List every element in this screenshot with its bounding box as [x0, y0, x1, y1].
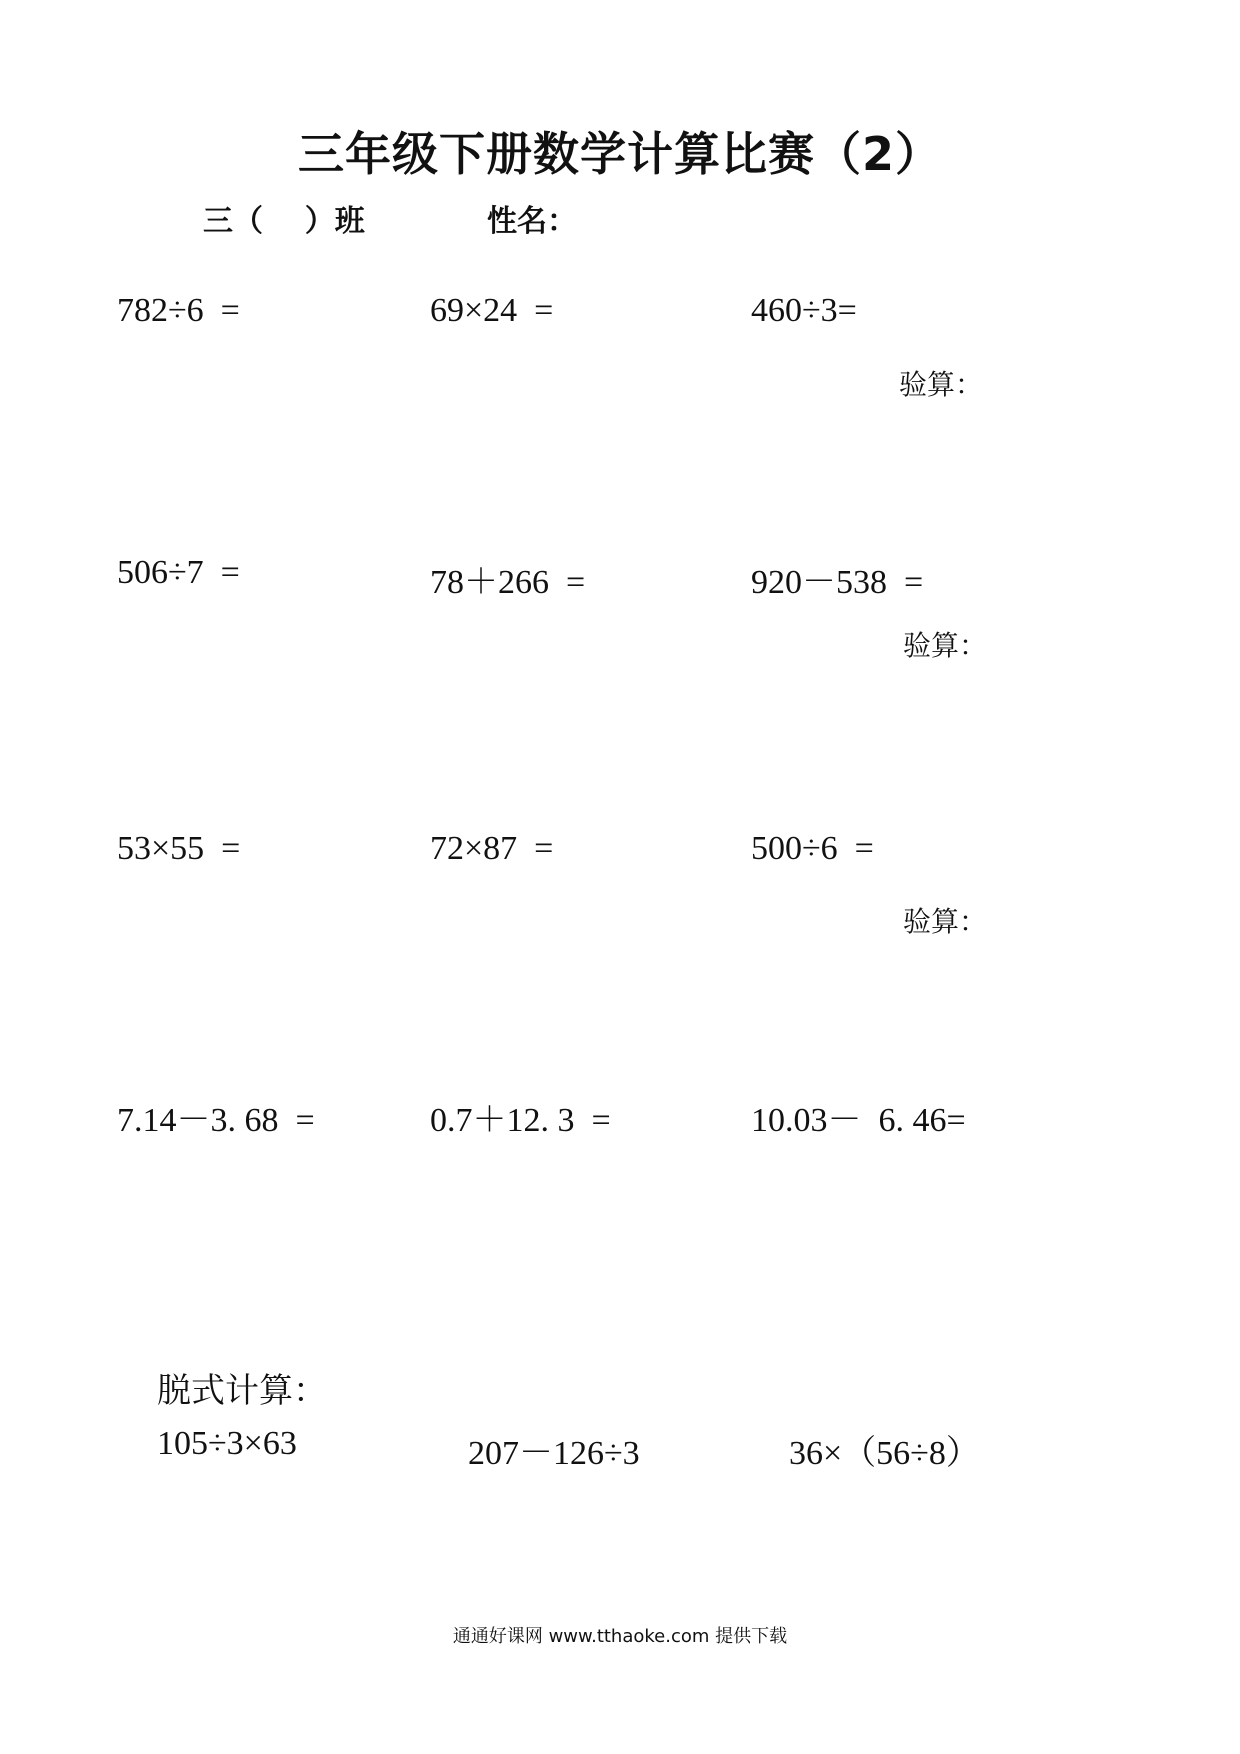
worksheet-title: 三年级下册数学计算比赛（2）: [297, 127, 942, 181]
check-label-1: 验算：: [899, 368, 984, 401]
check-label-3: 验算：: [903, 905, 988, 938]
problem-1: 782÷6 =: [117, 292, 240, 329]
problem-4: 506÷7 =: [117, 554, 240, 591]
problem-3: 460÷3=: [751, 292, 857, 329]
mixed-problem-2: 207－126÷3: [468, 1435, 640, 1472]
mixed-problem-1: 105÷3×63: [157, 1425, 297, 1462]
class-field-label: 三（ ）班: [203, 204, 365, 239]
mixed-problem-3: 36×（56÷8）: [789, 1435, 980, 1472]
problem-9: 500÷6 =: [751, 830, 874, 867]
problem-12: 10.03－ 6. 46=: [751, 1102, 966, 1139]
problem-2: 69×24 =: [430, 292, 554, 329]
name-field-label: 性名：: [487, 204, 577, 239]
problem-8: 72×87 =: [430, 830, 554, 867]
footer-text: 通通好课网 www.tthaoke.com 提供下载: [452, 1626, 788, 1647]
mixed-calculation-title: 脱式计算：: [157, 1371, 327, 1411]
problem-5: 78＋266 =: [430, 564, 586, 601]
problem-6: 920－538 =: [751, 564, 924, 601]
check-label-2: 验算：: [903, 629, 988, 662]
problem-11: 0.7＋12. 3 =: [430, 1102, 611, 1139]
problem-10: 7.14－3. 68 =: [117, 1102, 315, 1139]
problem-7: 53×55 =: [117, 830, 241, 867]
